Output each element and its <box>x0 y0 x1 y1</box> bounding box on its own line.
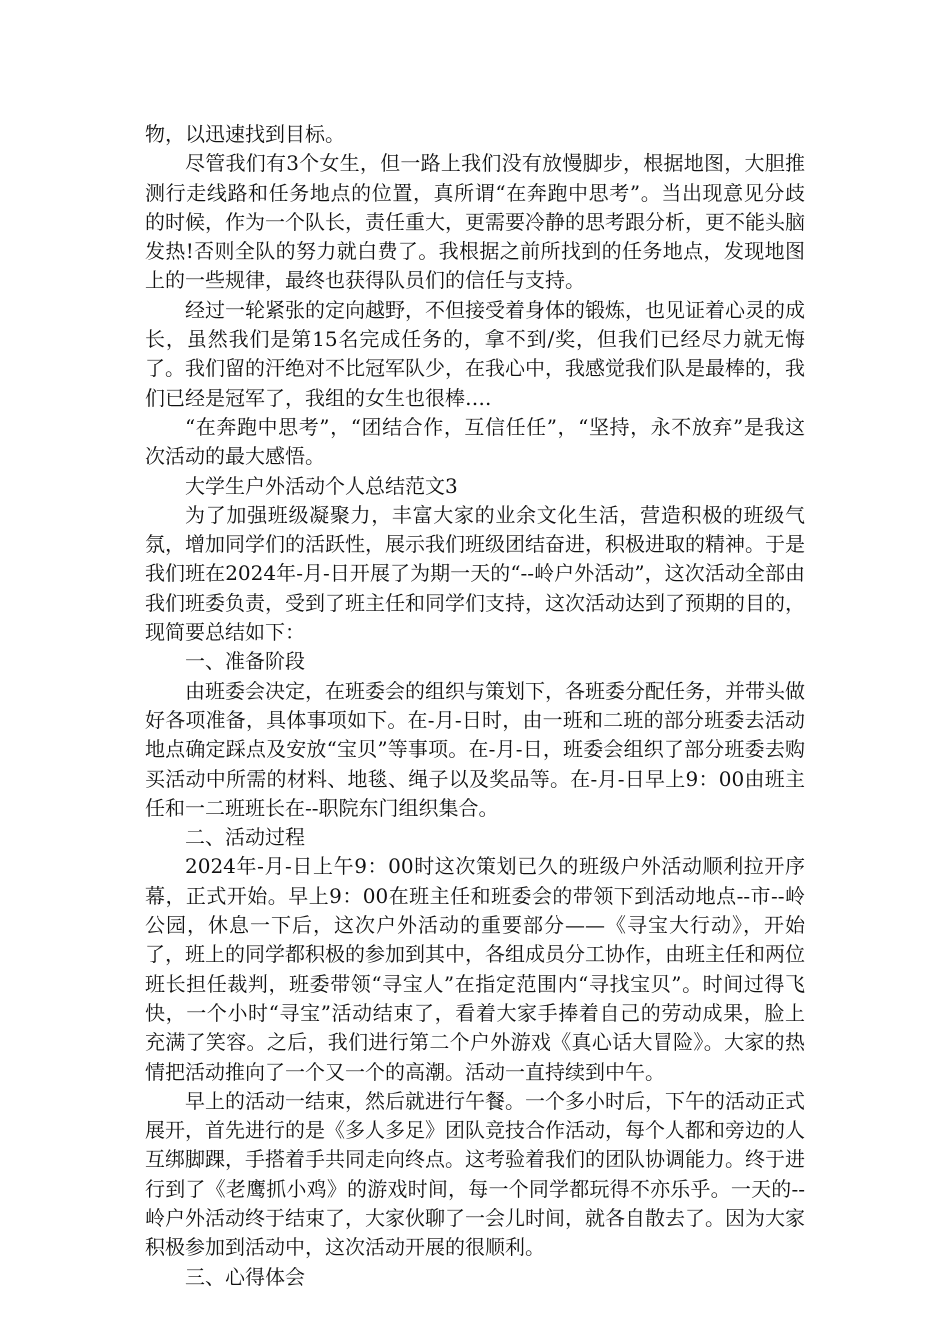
subheading-preparation: 一、准备阶段 <box>185 649 305 674</box>
paragraph-5: 为了加强班级凝聚力，丰富大家的业余文化生活，营造积极的班级气氛，增加同学们的活跃性，展示我们班级团结奋进，积极进取的精神。于是我们班在2024年-月-日开展了为期一天的“--岭户外活动”，这次活动全部由我们班委负责，受到了班主任和同学们支持，这次活动达到了预期的目的，现简要总结如下： <box>145 502 805 645</box>
paragraph-3: 经过一轮紧张的定向越野，不但接受着身体的锻炼，也见证着心灵的成长，虽然我们是第15名完成任务的，拿不到/奖，但我们已经尽力就无悔了。我们留的汗绝对不比冠军队少，在我心中，我感觉我们队是最棒的，我们已经是冠军了，我组的女生也很棒…. <box>145 297 805 410</box>
paragraph-4: “在奔跑中思考”，“团结合作，互信任任”，“坚持，永不放弃”是我这次活动的最大感悟。 <box>145 414 805 469</box>
section-heading-3: 大学生户外活动个人总结范文3 <box>185 473 458 498</box>
document-body <box>145 120 805 1292</box>
subheading-reflection: 三、心得体会 <box>185 1264 305 1289</box>
paragraph-2: 尽管我们有3个女生，但一路上我们没有放慢脚步，根据地图，大胆推测行走线路和任务地点的位置，真所谓“在奔跑中思考”。当出现意见分歧的时候，作为一个队长，责任重大，更需要冷静的思考跟分析，更不能头脑发热!否则全队的努力就白费了。我根据之前所找到的任务地点，发现地图上的一些规律，最终也获得队员们的信任与支持。 <box>145 151 805 293</box>
paragraph-6: 由班委会决定，在班委会的组织与策划下，各班委分配任务，并带头做好各项准备，具体事项如下。在-月-日时，由一班和二班的部分班委去活动地点确定踩点及安放“宝贝”等事项。在-月-日，班委会组织了部分班委去购买活动中所需的材料、地毯、绳子以及奖品等。在-月-日早上9：00由班主任和一二班班长在--职院东门组织集合。 <box>145 678 805 820</box>
paragraph-8: 早上的活动一结束，然后就进行午餐。一个多小时后，下午的活动正式展开，首先进行的是《多人多足》团队竞技合作活动，每个人都和旁边的人互绑脚踝，手搭着手共同走向终点。这考验着我们的团队协调能力。终于进行到了《老鹰抓小鸡》的游戏时间，每一个同学都玩得不亦乐乎。一天的--岭户外活动终于结束了，大家伙聊了一会儿时间，就各自散去了。因为大家积极参加到活动中，这次活动开展的很顺利。 <box>145 1088 805 1260</box>
paragraph-7: 2024年-月-日上午9：00时这次策划已久的班级户外活动顺利拉开序幕，正式开始。早上9：00在班主任和班委会的带领下到活动地点--市--岭公园，休息一下后，这次户外活动的重要部分——《寻宝大行动》，开始了，班上的同学都积极的参加到其中，各组成员分工协作，由班主任和两位班长担任裁判，班委带领“寻宝人”在指定范围内“寻找宝贝”。时间过得飞快，一个小时“寻宝”活动结束了，看着大家手捧着自己的劳动成果，脸上充满了笑容。之后，我们进行第二个户外游戏《真心话大冒险》。大家的热情把活动推向了一个又一个的高潮。活动一直持续到中午。 <box>145 854 805 1084</box>
subheading-process: 二、活动过程 <box>185 825 305 850</box>
paragraph-1: 物，以迅速找到目标。 <box>145 122 345 146</box>
